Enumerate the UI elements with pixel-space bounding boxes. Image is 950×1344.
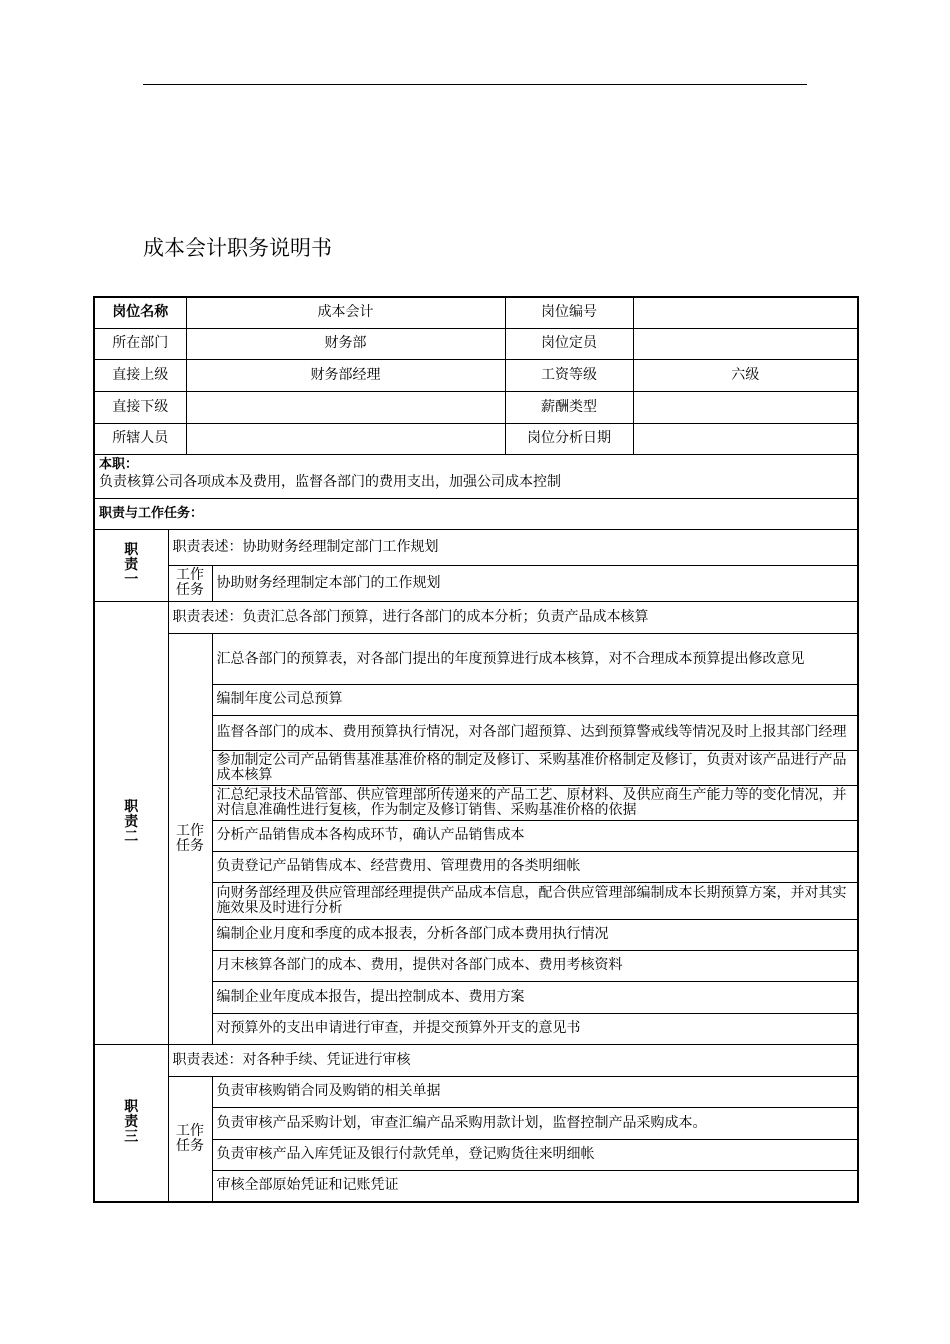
duty2-statement-row [94, 601, 858, 633]
duty2-task: 向财务部经理及供应管理部经理提供产品成本信息，配合供应管理部编制成本长期预算方案，并对其实施效果及时进行分析 [212, 882, 858, 919]
task-label-char: 任务 [176, 1137, 204, 1154]
core-duty-row [94, 454, 858, 498]
value-superior: 财务部经理 [186, 359, 505, 391]
duty1-statement-row [94, 529, 858, 565]
duties-header-row [94, 498, 858, 529]
value-post-name: 成本会计 [186, 297, 505, 328]
label-superior: 直接上级 [94, 359, 186, 391]
duty3-label-char: 责 [124, 1114, 139, 1131]
duty1-task: 协助财务经理制定本部门的工作规划 [212, 565, 858, 601]
document-title: 成本会计职务说明书 [143, 236, 332, 260]
duty2-task: 负责登记产品销售成本、经营费用、管理费用的各类明细帐 [212, 851, 858, 882]
label-post-name: 岗位名称 [94, 297, 186, 328]
core-duty-label: 本职： [99, 456, 139, 472]
value-staff [186, 423, 505, 454]
duty1-task-row [94, 565, 858, 601]
duty2-task: 汇总纪录技术品管部、供应管理部所传递来的产品工艺、原材料、及供应商生产能力等的变化情况，并对信息准确性进行复核，作为制定及修订销售、采购基准价格的依据 [212, 785, 858, 820]
duty1-label-char: 责 [124, 556, 139, 573]
task-label-char: 任务 [176, 582, 204, 598]
label-pay-grade: 工资等级 [505, 359, 633, 391]
duty3-statement: 职责表述：对各种手续、凭证进行审核 [168, 1044, 858, 1076]
duty2-task: 对预算外的支出申请进行审查，并提交预算外开支的意见书 [212, 1013, 858, 1044]
duty2-label-char: 责 [124, 814, 139, 830]
value-subordinate [186, 391, 505, 423]
task-label-char: 工作 [176, 822, 204, 839]
duty3-task-row [94, 1076, 858, 1107]
task-label-char: 工作 [176, 1122, 204, 1139]
task-label-char: 任务 [176, 837, 204, 854]
label-pay-type: 薪酬类型 [505, 391, 633, 423]
value-department: 财务部 [186, 328, 505, 359]
label-subordinate: 直接下级 [94, 391, 186, 423]
duty2-task: 月末核算各部门的成本、费用，提供对各部门成本、费用考核资料 [212, 950, 858, 981]
duty2-label [94, 601, 168, 1044]
duty3-label-char: 三 [124, 1129, 139, 1146]
label-analysis-date: 岗位分析日期 [505, 423, 633, 454]
duty3-label-char: 职 [124, 1099, 139, 1116]
label-staff: 所辖人员 [94, 423, 186, 454]
duty3-label [94, 1044, 168, 1202]
duties-header: 职责与工作任务： [94, 498, 858, 529]
duty2-task: 参加制定公司产品销售基准基准价格的制定及修订、采购基准价格制定及修订，负责对该产品进行产品成本核算 [212, 750, 858, 785]
value-headcount [633, 328, 858, 359]
value-pay-type [633, 391, 858, 423]
value-analysis-date [633, 423, 858, 454]
duty2-task-label [168, 633, 212, 1044]
info-row-subordinate [94, 391, 858, 423]
core-duty-text: 负责核算公司各项成本及费用，监督各部门的费用支出，加强公司成本控制 [99, 473, 561, 490]
duty3-task: 负责审核购销合同及购销的相关单据 [212, 1076, 858, 1107]
duty3-task: 负责审核产品采购计划，审查汇编产品采购用款计划，监督控制产品采购成本。 [212, 1107, 858, 1139]
duty1-label [94, 529, 168, 601]
duty2-task: 汇总各部门的预算表，对各部门提出的年度预算进行成本核算，对不合理成本预算提出修改意见 [212, 633, 858, 684]
duty2-label-char: 职 [124, 799, 139, 815]
label-headcount: 岗位定员 [505, 328, 633, 359]
task-label-char: 工作 [176, 567, 204, 583]
job-description-table [93, 296, 859, 1203]
duty2-task: 分析产品销售成本各构成环节，确认产品销售成本 [212, 820, 858, 851]
duty1-statement: 职责表述：协助财务经理制定部门工作规划 [168, 529, 858, 565]
duty2-task: 监督各部门的成本、费用预算执行情况，对各部门超预算、达到预算警戒线等情况及时上报其部门经理 [212, 715, 858, 750]
header-rule [143, 84, 807, 85]
info-row-department [94, 328, 858, 359]
duty2-label-char: 二 [124, 829, 139, 845]
value-post-number [633, 297, 858, 328]
duty3-statement-row [94, 1044, 858, 1076]
core-duty-cell [94, 454, 858, 498]
duty2-task: 编制年度公司总预算 [212, 684, 858, 715]
info-row-staff [94, 423, 858, 454]
duty3-task: 负责审核产品入库凭证及银行付款凭单，登记购货往来明细帐 [212, 1139, 858, 1170]
duty3-task: 审核全部原始凭证和记账凭证 [212, 1170, 858, 1202]
label-post-number: 岗位编号 [505, 297, 633, 328]
duty1-task-label [168, 565, 212, 601]
duty2-task: 编制企业年度成本报告，提出控制成本、费用方案 [212, 981, 858, 1013]
value-pay-grade: 六级 [633, 359, 858, 391]
duty2-task-row [94, 633, 858, 684]
label-department: 所在部门 [94, 328, 186, 359]
duty1-label-char: 一 [124, 571, 139, 588]
duty2-statement: 职责表述：负责汇总各部门预算，进行各部门的成本分析；负责产品成本核算 [168, 601, 858, 633]
duty2-task: 编制企业月度和季度的成本报表，分析各部门成本费用执行情况 [212, 919, 858, 950]
duty1-label-char: 职 [124, 541, 139, 558]
info-row-post-name [94, 297, 858, 328]
duty3-task-label [168, 1076, 212, 1202]
info-row-superior [94, 359, 858, 391]
